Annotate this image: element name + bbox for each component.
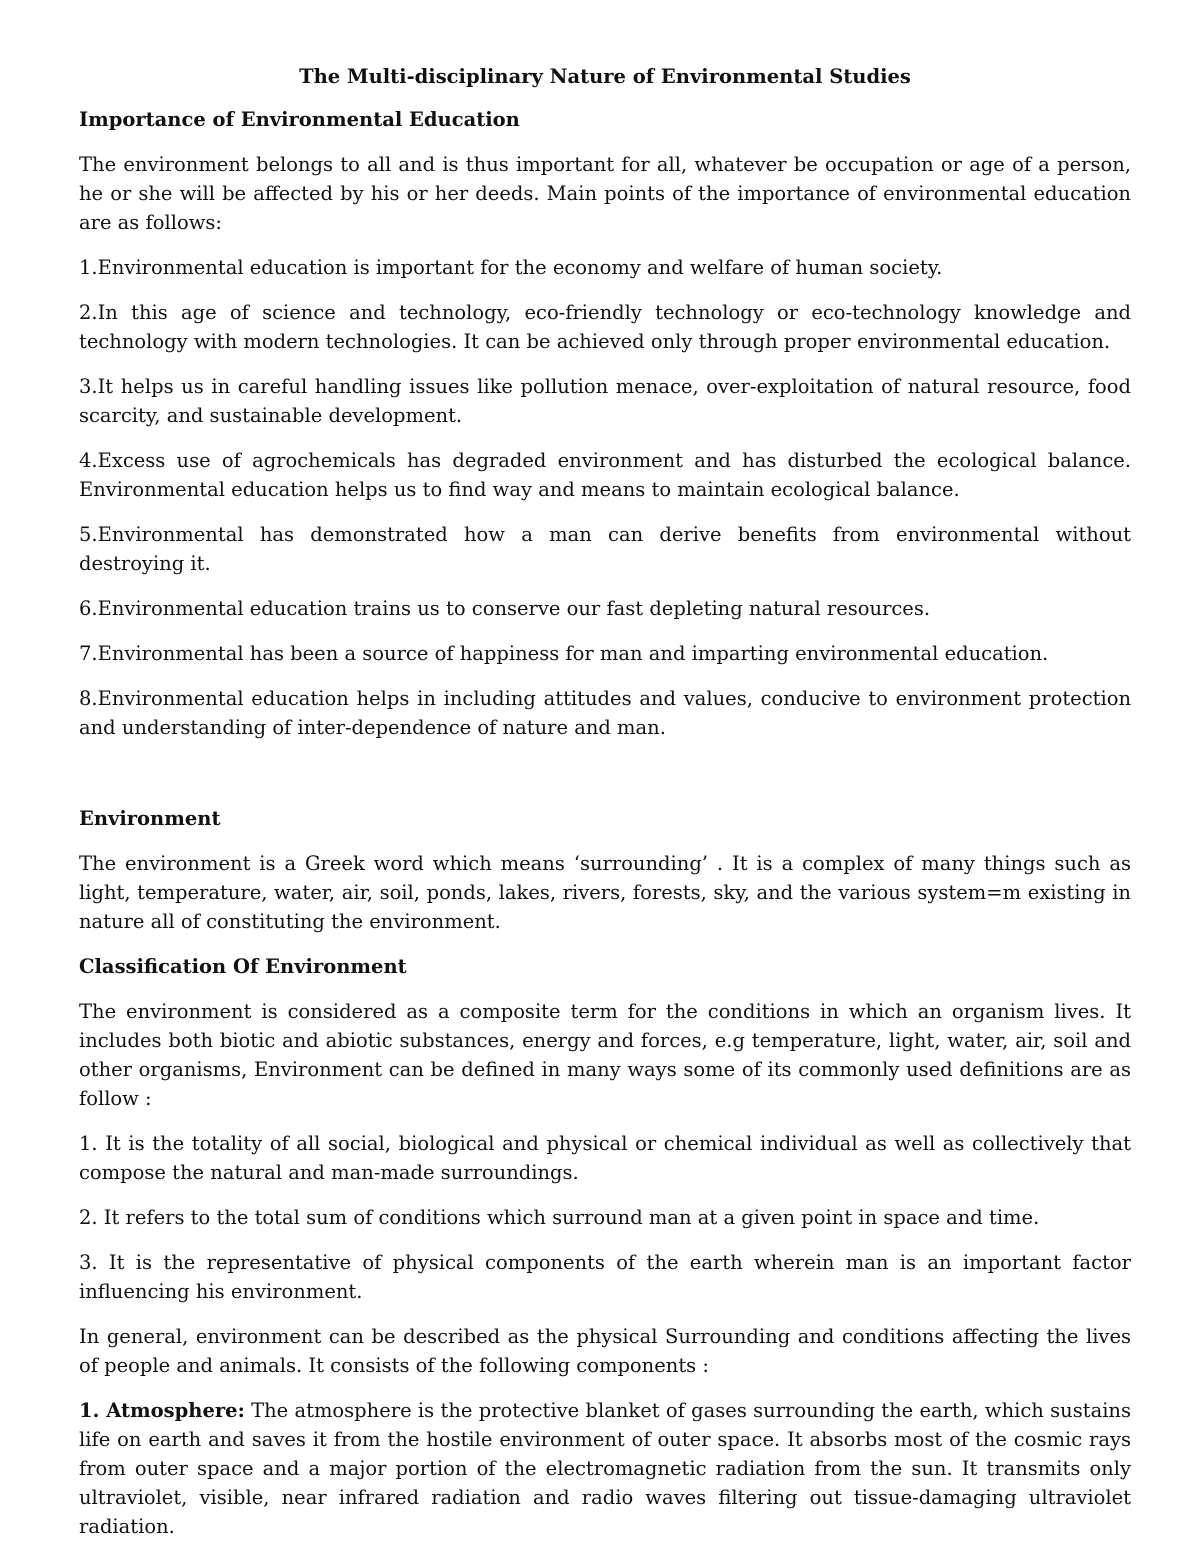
list-item-importance-5: 5.Environmental has demonstrated how a man can derive benefits from environmental without destroying it. (79, 523, 1131, 575)
document-title: The Multi-disciplinary Nature of Environmental Studies (299, 65, 911, 88)
list-item-importance-7: 7.Environmental has been a source of happiness for man and imparting environmental education. (79, 642, 1049, 665)
list-item-definition-2: 2. It refers to the total sum of conditions which surround man at a given point in space and time. (79, 1206, 1040, 1229)
paragraph-classification-intro: The environment is considered as a composite term for the conditions in which an organism lives. It includes both biotic and abiotic substances, energy and forces, e.g temperature, light, water, air, soil and other organisms, Environment can be defined in many ways some of its commonly used definitions are as follow : (79, 1000, 1131, 1110)
list-item-importance-1: 1.Environmental education is important for the economy and welfare of human society. (79, 256, 943, 279)
paragraph-importance-intro: The environment belongs to all and is thus important for all, whatever be occupation or age of a person, he or she will be affected by his or her deeds. Main points of the importance of environmental education are as follows: (79, 153, 1131, 234)
paragraph-components-intro: In general, environment can be described as the physical Surrounding and conditions affecting the lives of people and animals. It consists of the following components : (79, 1325, 1131, 1377)
section-heading-environment: Environment (79, 807, 221, 830)
component-label-atmosphere: 1. Atmosphere: (79, 1399, 245, 1422)
list-item-definition-1: 1. It is the totality of all social, biological and physical or chemical individual as well as collectively that compose the natural and man-made surroundings. (79, 1132, 1131, 1184)
section-heading-classification: Classification Of Environment (79, 955, 407, 978)
section-heading-importance: Importance of Environmental Education (79, 108, 520, 131)
list-item-importance-3: 3.It helps us in careful handling issues like pollution menace, over-exploitation of natural resource, food scarcity, and sustainable development. (79, 375, 1131, 427)
list-item-importance-4: 4.Excess use of agrochemicals has degraded environment and has disturbed the ecological balance. Environmental education helps us to find way and means to maintain ecological balance. (79, 449, 1131, 501)
list-item-importance-2: 2.In this age of science and technology, eco-friendly technology or eco-technology knowledge and technology with modern technologies. It can be achieved only through proper environmental education. (79, 301, 1131, 353)
component-text-atmosphere: The atmosphere is the protective blanket of gases surrounding the earth, which sustains life on earth and saves it from the hostile environment of outer space. It absorbs most of the cosmic rays from outer space and a major portion of the electromagnetic radiation from the sun. It transmits only ultraviolet, visible, near infrared radiation and radio waves filtering out tissue-damaging ultraviolet radiation. (79, 1399, 1131, 1538)
document-page (79, 62, 1131, 1557)
list-item-definition-3: 3. It is the representative of physical components of the earth wherein man is an important factor influencing his environment. (79, 1251, 1131, 1303)
paragraph-component-atmosphere (79, 1396, 1131, 1541)
paragraph-environment-definition: The environment is a Greek word which means ‘surrounding’ . It is a complex of many things such as light, temperature, water, air, soil, ponds, lakes, rivers, forests, sky, and the various system=m existing in nature all of constituting the environment. (79, 852, 1131, 933)
section-spacer (79, 758, 1131, 804)
list-item-importance-8: 8.Environmental education helps in including attitudes and values, conducive to environment protection and understanding of inter-dependence of nature and man. (79, 687, 1131, 739)
list-item-importance-6: 6.Environmental education trains us to conserve our fast depleting natural resources. (79, 597, 931, 620)
